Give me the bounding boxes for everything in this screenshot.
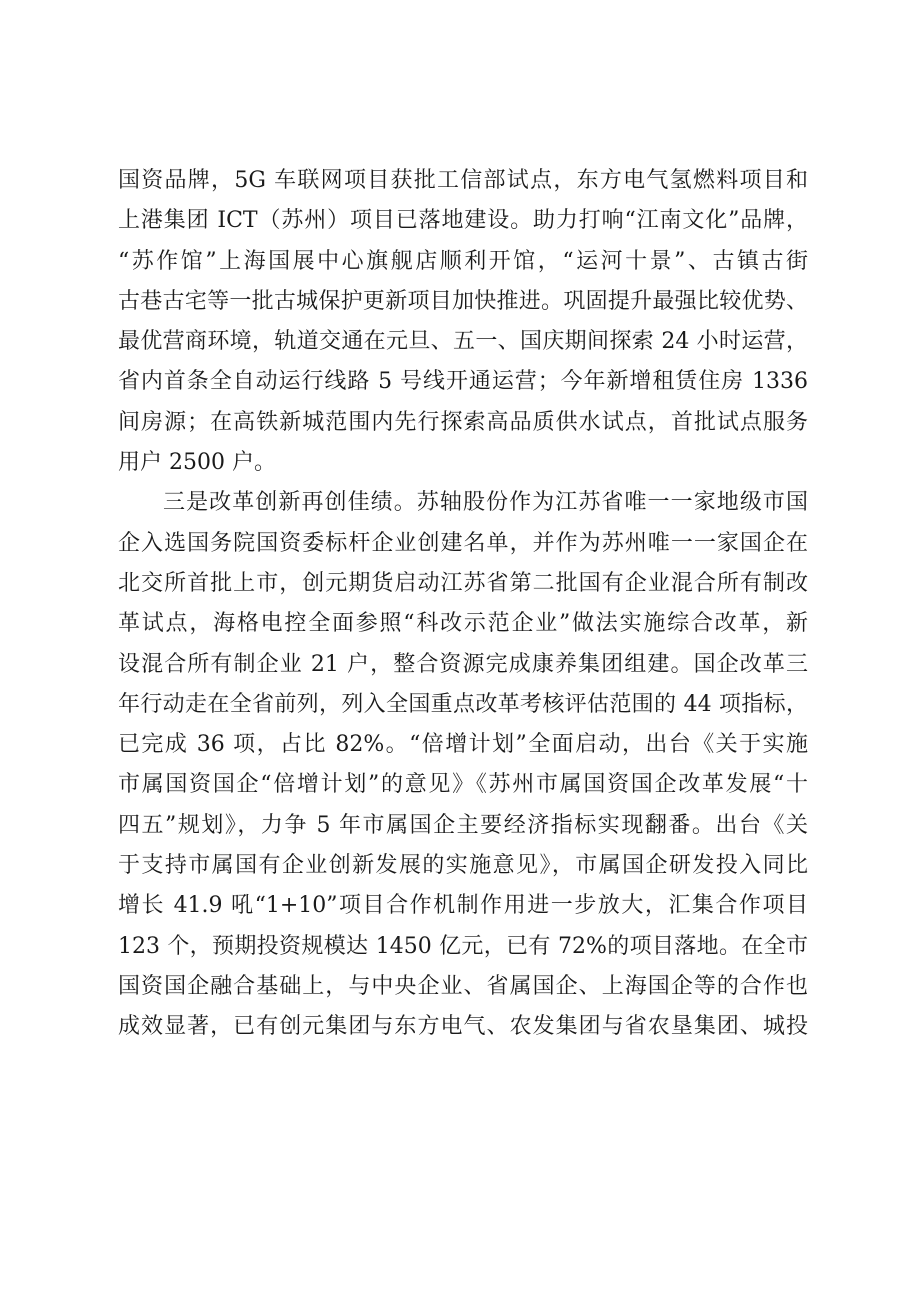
text-line: 123 个，预期投资规模达 1450 亿元，已有 72%的项目落地。在全市 bbox=[118, 933, 808, 959]
text-line: 省内首条全自动运行线路 5 号线开通运营；今年新增租赁住房 1336 bbox=[118, 369, 808, 395]
text-line: 于支持市属国有企业创新发展的实施意见》，市属国企研发投入同比 bbox=[118, 853, 808, 879]
text-line: 市属国资国企“倍增计划”的意见》《苏州市属国资国企改革发展“十 bbox=[118, 772, 808, 798]
paragraph-first-line: 三是改革创新再创佳绩。苏轴股份作为江苏省唯一一家地级市国 bbox=[163, 490, 808, 516]
text-line: 国资国企融合基础上，与中央企业、省属国企、上海国企等的合作也 bbox=[118, 973, 808, 999]
text-line: 上港集团 ICT（苏州）项目已落地建设。助力打响“江南文化”品牌， bbox=[118, 208, 808, 234]
text-line: 国资品牌，5G 车联网项目获批工信部试点，东方电气氢燃料项目和 bbox=[118, 168, 808, 193]
text-line: 古巷古宅等一批古城保护更新项目加快推进。巩固提升最强比较优势、 bbox=[118, 288, 808, 314]
text-line: 设混合所有制企业 21 户，整合资源完成康养集团组建。国企改革三 bbox=[118, 651, 808, 677]
text-line: 企入选国务院国资委标杆企业创建名单，并作为苏州唯一一家国企在 bbox=[118, 530, 808, 556]
text-line: 增长 41.9 吼“1+10”项目合作机制作用进一步放大，汇集合作项目 bbox=[118, 893, 808, 919]
text-line: 最优营商环境，轨道交通在元旦、五一、国庆期间探索 24 小时运营， bbox=[118, 329, 808, 355]
text-line: 年行动走在全省前列，列入全国重点改革考核评估范围的 44 项指标， bbox=[118, 691, 808, 717]
text-line: 用户 2500 户。 bbox=[118, 450, 276, 476]
text-line: 革试点，海格电控全面参照“科改示范企业”做法实施综合改革，新 bbox=[118, 611, 808, 637]
text-line: 间房源；在高铁新城范围内先行探索高品质供水试点，首批试点服务 bbox=[118, 409, 808, 435]
text-line: “苏作馆”上海国展中心旗舰店顺利开馆，“运河十景”、古镇古街 bbox=[118, 248, 808, 274]
text-line: 成效显著，已有创元集团与东方电气、农发集团与省农垦集团、城投 bbox=[118, 1014, 808, 1040]
text-line: 四五”规划》，力争 5 年市属国企主要经济指标实现翻番。出台《关 bbox=[118, 812, 808, 838]
body-text bbox=[118, 161, 808, 1048]
text-line: 已完成 36 项，占比 82%。“倍增计划”全面启动，出台《关于实施 bbox=[118, 732, 808, 758]
text-line: 北交所首批上市，创元期货启动江苏省第二批国有企业混合所有制改 bbox=[118, 570, 808, 596]
